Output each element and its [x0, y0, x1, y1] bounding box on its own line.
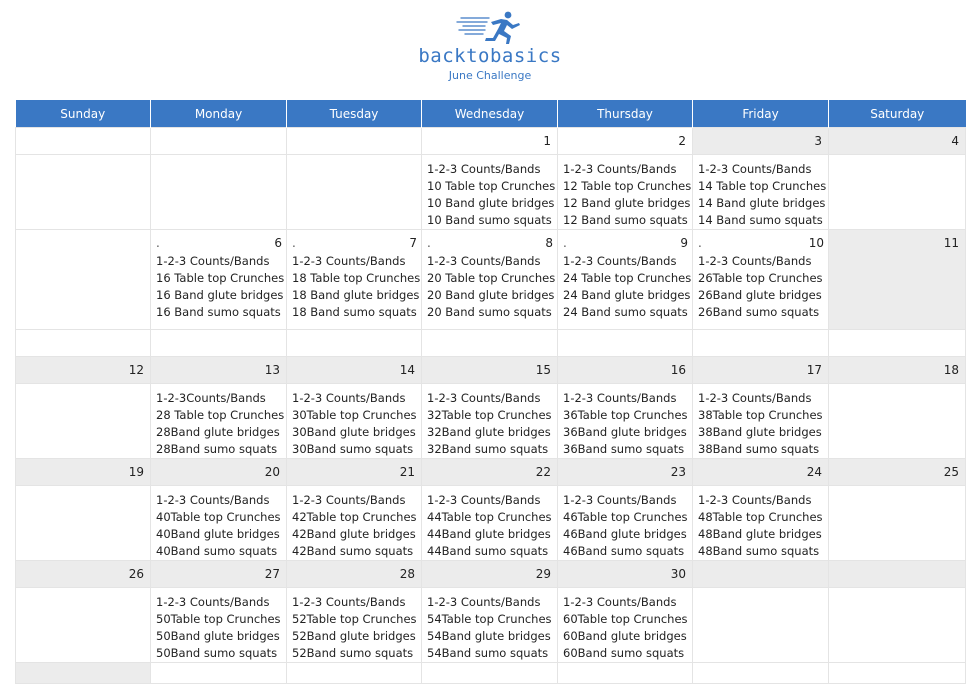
- workout-row-week2: [16, 230, 966, 330]
- day-cell: [829, 155, 966, 230]
- workout-line: 24 Band glute bridges: [563, 288, 691, 302]
- day-cell: [151, 486, 287, 561]
- workout-line: 38Band sumo squats: [698, 442, 820, 456]
- day-cell: [558, 155, 693, 230]
- workout-line: 38Table top Crunches: [698, 408, 823, 422]
- date-number: 21: [287, 459, 422, 486]
- workout-line: 28 Table top Crunches: [156, 408, 285, 422]
- day-cell: [558, 588, 693, 663]
- workout-line: 1-2-3 Counts/Bands: [698, 391, 812, 405]
- date-mark: .: [156, 236, 160, 250]
- workout-line: 50Table top Crunches: [156, 612, 281, 626]
- date-mark: .: [563, 236, 567, 250]
- workout-line: 54Table top Crunches: [427, 612, 552, 626]
- workout-line: 52Band glute bridges: [292, 629, 416, 643]
- date-number: 2: [558, 128, 693, 155]
- date-number: 29: [422, 561, 558, 588]
- workout-line: 60Table top Crunches: [563, 612, 688, 626]
- workout-line: 10 Band glute bridges: [427, 196, 555, 210]
- workout-line: 1-2-3 Counts/Bands: [427, 254, 541, 268]
- day-cell: [829, 486, 966, 561]
- day-cell: [16, 155, 151, 230]
- workout-line: 28Band glute bridges: [156, 425, 280, 439]
- date-number: 19: [16, 459, 151, 486]
- workout-line: 1-2-3 Counts/Bands: [156, 595, 270, 609]
- workout-line: 26Table top Crunches: [698, 271, 823, 285]
- workout-line: 42Table top Crunches: [292, 510, 417, 524]
- date-number: 18: [829, 357, 966, 384]
- date-number: [16, 128, 151, 155]
- day-cell: [16, 384, 151, 459]
- day-cell: [16, 230, 151, 330]
- calendar-grid: [15, 100, 966, 684]
- workout-line: 42Band sumo squats: [292, 544, 414, 558]
- workout-line: 16 Band sumo squats: [156, 305, 281, 319]
- workout-line: 1-2-3Counts/Bands: [156, 391, 266, 405]
- day-cell: [422, 588, 558, 663]
- weekday-header: Tuesday: [287, 100, 422, 128]
- day-cell: [151, 384, 287, 459]
- workout-line: 46Table top Crunches: [563, 510, 688, 524]
- workout-line: 32Band glute bridges: [427, 425, 551, 439]
- workout-line: 48Table top Crunches: [698, 510, 823, 524]
- date-number: 17: [693, 357, 829, 384]
- day-cell: [558, 230, 693, 330]
- day-cell: [16, 486, 151, 561]
- workout-line: 30Table top Crunches: [292, 408, 417, 422]
- workout-line: 48Band glute bridges: [698, 527, 822, 541]
- date-row-week4: [16, 459, 966, 486]
- workout-line: 24 Band sumo squats: [563, 305, 688, 319]
- day-cell: [151, 155, 287, 230]
- workout-line: 48Band sumo squats: [698, 544, 820, 558]
- day-cell: [422, 486, 558, 561]
- workout-line: 40Band sumo squats: [156, 544, 278, 558]
- workout-line: 18 Band glute bridges: [292, 288, 420, 302]
- date-mark: .: [292, 236, 296, 250]
- date-number: 8: [545, 236, 553, 250]
- date-number: 28: [287, 561, 422, 588]
- workout-line: 20 Band sumo squats: [427, 305, 552, 319]
- workout-line: 20 Band glute bridges: [427, 288, 555, 302]
- workout-line: 18 Table top Crunches: [292, 271, 421, 285]
- date-number: 10: [808, 236, 824, 250]
- workout-line: 16 Band glute bridges: [156, 288, 284, 302]
- workout-line: 46Band sumo squats: [563, 544, 685, 558]
- workout-row-week5: [16, 588, 966, 663]
- date-number: 30: [558, 561, 693, 588]
- day-cell: [151, 230, 287, 330]
- workout-line: 44Band sumo squats: [427, 544, 549, 558]
- weekday-header: Thursday: [558, 100, 693, 128]
- workout-line: 28Band sumo squats: [156, 442, 278, 456]
- workout-line: 54Band glute bridges: [427, 629, 551, 643]
- date-row-week3: [16, 357, 966, 384]
- workout-row-week1: [16, 155, 966, 230]
- day-cell: [693, 155, 829, 230]
- workout-line: 30Band sumo squats: [292, 442, 414, 456]
- workout-line: 36Band sumo squats: [563, 442, 685, 456]
- workout-line: 14 Band glute bridges: [698, 196, 826, 210]
- date-number: 24: [693, 459, 829, 486]
- day-cell: [287, 230, 422, 330]
- workout-line: 32Band sumo squats: [427, 442, 549, 456]
- day-cell: [287, 486, 422, 561]
- day-cell: [558, 486, 693, 561]
- challenge-title: June Challenge: [448, 69, 532, 82]
- workout-line: 1-2-3 Counts/Bands: [563, 162, 677, 176]
- workout-line: 36Table top Crunches: [563, 408, 688, 422]
- date-number: 23: [558, 459, 693, 486]
- workout-line: 1-2-3 Counts/Bands: [698, 254, 812, 268]
- workout-line: 1-2-3 Counts/Bands: [156, 493, 270, 507]
- workout-line: 36Band glute bridges: [563, 425, 687, 439]
- workout-line: 16 Table top Crunches: [156, 271, 285, 285]
- workout-line: 50Band sumo squats: [156, 646, 278, 660]
- workout-line: 50Band glute bridges: [156, 629, 280, 643]
- workout-line: 14 Table top Crunches: [698, 179, 827, 193]
- workout-row-week3: [16, 384, 966, 459]
- workout-line: 52Band sumo squats: [292, 646, 414, 660]
- day-cell: [558, 384, 693, 459]
- date-number: 27: [151, 561, 287, 588]
- day-cell: [422, 230, 558, 330]
- weekday-header: Saturday: [829, 100, 966, 128]
- workout-line: 40Band glute bridges: [156, 527, 280, 541]
- workout-line: 44Band glute bridges: [427, 527, 551, 541]
- date-mark: .: [427, 236, 431, 250]
- day-cell: [693, 384, 829, 459]
- workout-line: 1-2-3 Counts/Bands: [292, 391, 406, 405]
- workout-line: 1-2-3 Counts/Bands: [563, 595, 677, 609]
- date-number: 22: [422, 459, 558, 486]
- workout-line: 24 Table top Crunches: [563, 271, 692, 285]
- day-cell: [829, 230, 966, 330]
- date-number: 15: [422, 357, 558, 384]
- day-cell: [693, 588, 829, 663]
- day-cell: [693, 230, 829, 330]
- date-row-week1: [16, 128, 966, 155]
- workout-line: 1-2-3 Counts/Bands: [563, 493, 677, 507]
- day-cell: [151, 588, 287, 663]
- date-number: 11: [943, 236, 959, 250]
- workout-line: 10 Band sumo squats: [427, 213, 552, 227]
- workout-line: 1-2-3 Counts/Bands: [427, 493, 541, 507]
- workout-line: 20 Table top Crunches: [427, 271, 556, 285]
- workout-line: 12 Table top Crunches: [563, 179, 692, 193]
- workout-line: 40Table top Crunches: [156, 510, 281, 524]
- date-number: [151, 128, 287, 155]
- weekday-header-row: [16, 100, 966, 128]
- day-cell: [287, 155, 422, 230]
- workout-line: 46Band glute bridges: [563, 527, 687, 541]
- date-row-week5: [16, 561, 966, 588]
- workout-line: 1-2-3 Counts/Bands: [563, 391, 677, 405]
- workout-line: 26Band glute bridges: [698, 288, 822, 302]
- date-number: [829, 561, 966, 588]
- weekday-header: Sunday: [16, 100, 151, 128]
- workout-line: 26Band sumo squats: [698, 305, 820, 319]
- date-number: 16: [558, 357, 693, 384]
- date-number: 6: [274, 236, 282, 250]
- workout-row-week4: [16, 486, 966, 561]
- date-number: 9: [680, 236, 688, 250]
- workout-line: 42Band glute bridges: [292, 527, 416, 541]
- workout-line: 1-2-3 Counts/Bands: [698, 162, 812, 176]
- workout-line: 1-2-3 Counts/Bands: [427, 595, 541, 609]
- day-cell: [422, 155, 558, 230]
- day-cell: [829, 384, 966, 459]
- date-number: 14: [287, 357, 422, 384]
- workout-line: 1-2-3 Counts/Bands: [292, 254, 406, 268]
- workout-line: 52Table top Crunches: [292, 612, 417, 626]
- date-number: 3: [693, 128, 829, 155]
- workout-line: 14 Band sumo squats: [698, 213, 823, 227]
- workout-line: 1-2-3 Counts/Bands: [427, 391, 541, 405]
- date-number: [693, 561, 829, 588]
- day-cell: [16, 588, 151, 663]
- workout-line: 1-2-3 Counts/Bands: [427, 162, 541, 176]
- workout-line: 1-2-3 Counts/Bands: [698, 493, 812, 507]
- weekday-header: Friday: [693, 100, 829, 128]
- date-number: 25: [829, 459, 966, 486]
- date-number: 7: [409, 236, 417, 250]
- workout-line: 10 Table top Crunches: [427, 179, 556, 193]
- workout-line: 1-2-3 Counts/Bands: [563, 254, 677, 268]
- day-cell: [829, 588, 966, 663]
- workout-line: 1-2-3 Counts/Bands: [292, 493, 406, 507]
- workout-line: 60Band glute bridges: [563, 629, 687, 643]
- workout-line: 54Band sumo squats: [427, 646, 549, 660]
- date-number: 26: [16, 561, 151, 588]
- weekday-header: Wednesday: [422, 100, 558, 128]
- date-number: 4: [829, 128, 966, 155]
- workout-line: 12 Band sumo squats: [563, 213, 688, 227]
- workout-line: 12 Band glute bridges: [563, 196, 691, 210]
- day-cell: [693, 486, 829, 561]
- running-figure-icon: [455, 10, 525, 46]
- day-cell: [422, 384, 558, 459]
- date-number: 20: [151, 459, 287, 486]
- date-number: 12: [16, 357, 151, 384]
- day-cell: [287, 588, 422, 663]
- date-mark: .: [698, 236, 702, 250]
- date-number: 13: [151, 357, 287, 384]
- workout-line: 30Band glute bridges: [292, 425, 416, 439]
- workout-line: 60Band sumo squats: [563, 646, 685, 660]
- workout-line: 18 Band sumo squats: [292, 305, 417, 319]
- workout-line: 44Table top Crunches: [427, 510, 552, 524]
- trailing-row: [16, 663, 966, 684]
- workout-line: 1-2-3 Counts/Bands: [156, 254, 270, 268]
- workout-line: 32Table top Crunches: [427, 408, 552, 422]
- day-cell: [287, 384, 422, 459]
- spacer-row: [16, 330, 966, 357]
- workout-line: 38Band glute bridges: [698, 425, 822, 439]
- date-number: [287, 128, 422, 155]
- weekday-header: Monday: [151, 100, 287, 128]
- brand-name: backtobasics: [418, 45, 562, 67]
- workout-line: 1-2-3 Counts/Bands: [292, 595, 406, 609]
- date-number: 1: [422, 128, 558, 155]
- brand-header: [0, 10, 980, 82]
